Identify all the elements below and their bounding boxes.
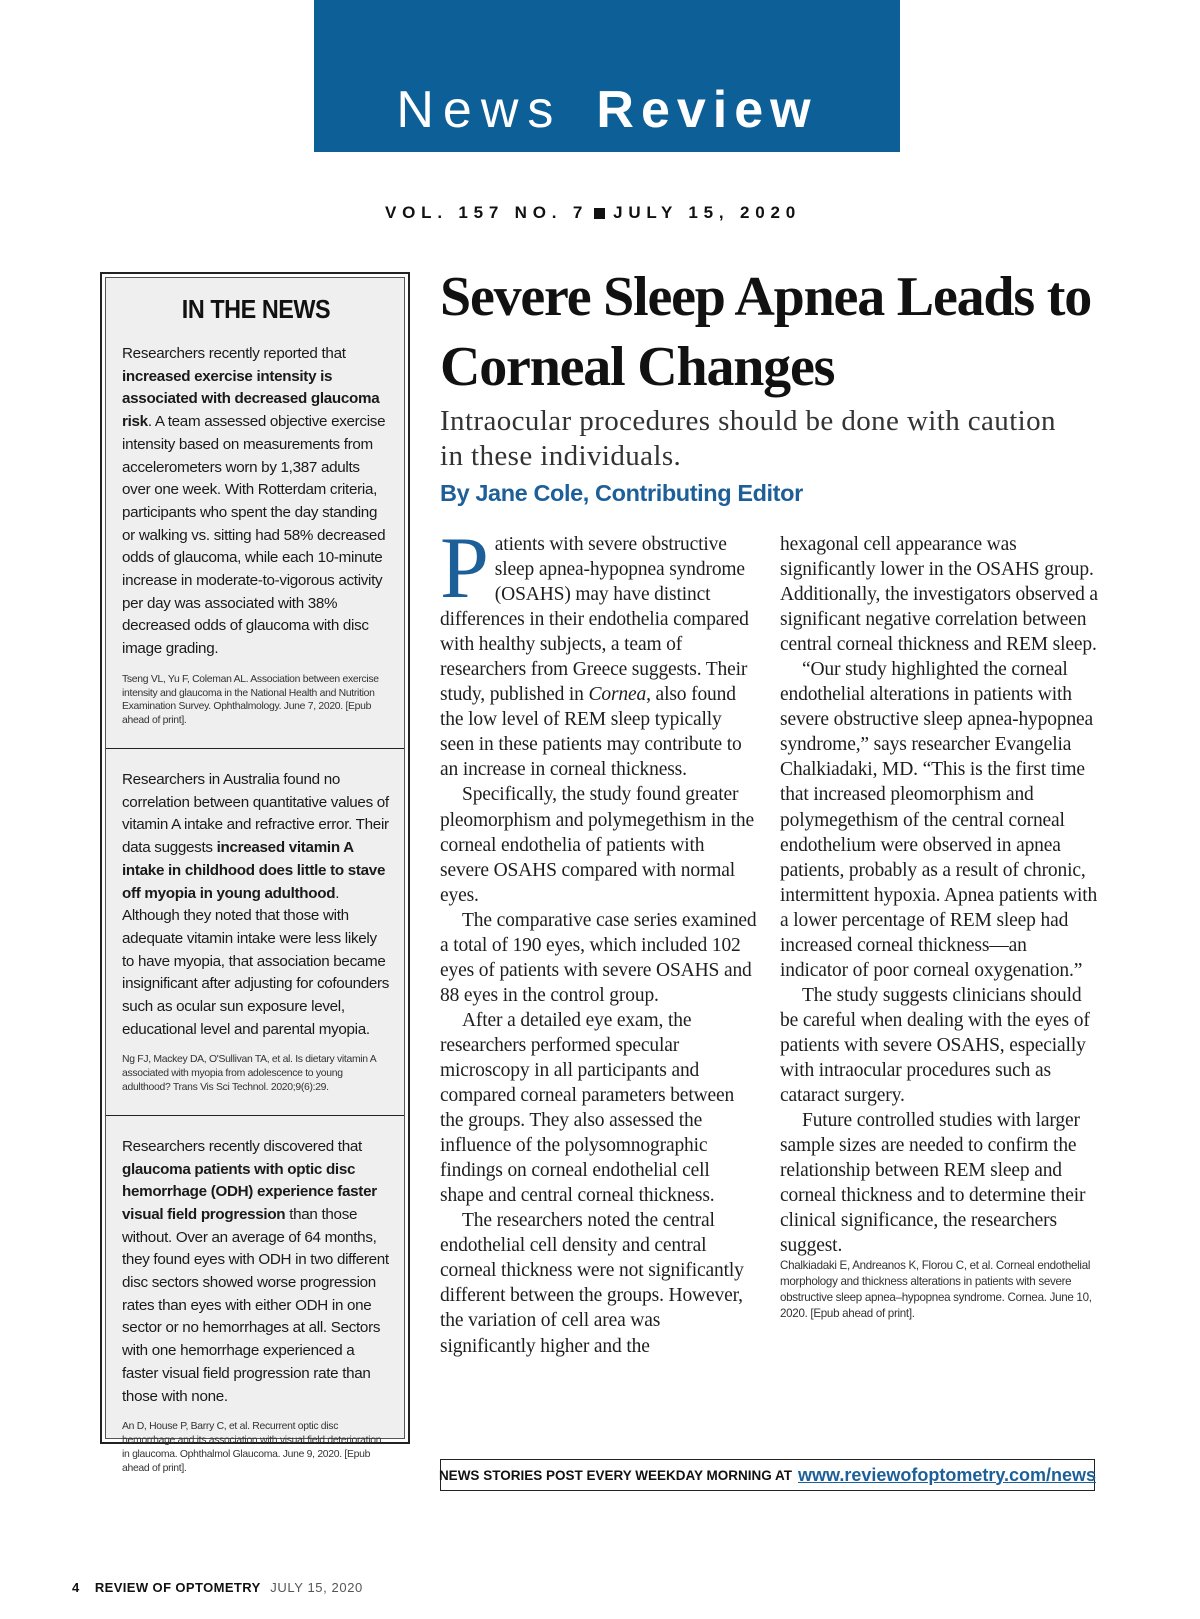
- paragraph-text: , also found the low level of REM sleep typically seen in these patients may contribute to an increase in corneal thickness.: [440, 684, 742, 781]
- article-byline: By Jane Cole, Contributing Editor: [440, 480, 803, 506]
- banner-review-word: Review: [596, 81, 818, 139]
- news-item-text-post: . A team assessed objective exercise intensity based on measurements from accelerometers worn by 1,387 adults over one week. With Rotterdam criteria, participants who spent the day standing or walking vs. sitting had 58% decreased odds of glaucoma, while each 10-minute increase in moderate-to-vigorous activity per day was associated with 38% decreased odds of glaucoma with disc image grading.: [122, 413, 386, 658]
- news-item-highlight: increased exercise intensity is associated with decreased glaucoma risk: [122, 367, 380, 431]
- article-paragraph: The researchers noted the central endothelial cell density and central corneal thickness were not significantly different between the groups. However, the variation of cell area was significantly higher and the: [440, 1210, 744, 1357]
- page-number: 4: [72, 1580, 80, 1595]
- article-column-2: [780, 532, 1098, 1322]
- news-item-text-pre: Researchers recently discovered that: [122, 1137, 362, 1155]
- news-item-citation: Ng FJ, Mackey DA, O'Sullivan TA, et al. Is dietary vitamin A associated with myopia from adolescence to young adulthood? Trans Vis Sci Technol. 2020;9(6):29.: [122, 1054, 376, 1094]
- journal-name: Cornea: [588, 684, 647, 706]
- sidebar-divider: [106, 1115, 404, 1116]
- article-paragraph: Specifically, the study found greater pleomorphism and polymegethism in the corneal endothelia of patients with severe OSAHS compared with normal eyes.: [440, 784, 754, 906]
- article-deck: Intraocular procedures should be done with caution in these individuals.: [440, 405, 1056, 472]
- footer-date: JULY 15, 2020: [270, 1580, 363, 1595]
- drop-cap: P: [440, 520, 489, 617]
- article-paragraph: Future controlled studies with larger sample sizes are needed to confirm the relationship between REM sleep and corneal thickness and to determine their clinical significance, the researchers suggest.: [780, 1110, 1086, 1257]
- sidebar-title: IN THE NEWS: [181, 294, 331, 324]
- news-item-highlight: glaucoma patients with optic disc hemorrhage (ODH) experience faster visual field progression: [122, 1160, 377, 1223]
- page-footer: [72, 1580, 363, 1595]
- issue-volume: VOL. 157 NO. 7: [385, 203, 589, 222]
- news-item-exercise: [122, 343, 390, 661]
- news-item-text-post: than those without. Over an average of 64 months, they found eyes with ODH in two different disc sectors showed worse progression rates than eyes with either ODH in one sector or no hemorrhages at all. Sectors with one hemorrhage experienced a faster visual field progression rate than those with none.: [122, 1205, 389, 1405]
- issue-line: [385, 203, 815, 223]
- article-paragraph: [440, 520, 758, 782]
- article-paragraph: The comparative case series examined a total of 190 eyes, which included 102 eyes of patients with severe OSAHS and 88 eyes in the control group.: [440, 909, 757, 1006]
- news-promo-box: [440, 1459, 1095, 1491]
- banner-news-word: News: [396, 81, 563, 139]
- article-paragraph: After a detailed eye exam, the researchers performed specular microscopy in all participants and compared corneal parameters between the groups. They also assessed the influence of the polysomnographic findings on corneal endothelial cell shape and central corneal thickness.: [440, 1009, 735, 1207]
- sidebar-panel: [105, 277, 405, 1474]
- paragraph-text: atients with severe obstructive sleep apnea-hypopnea syndrome (OSAHS) may have distinct differences in their endothelia compared with healthy subjects, a team of researchers from Greece suggests. Their study, published in: [440, 534, 749, 706]
- article-citation: Chalkiadaki E, Andreanos K, Florou C, et al. Corneal endothelial morphology and thickness alterations in patients with severe obstructive sleep apnea–hypopnea syndrome. Cornea. June 10, 2020. [Epub ahead of print].: [780, 1259, 1092, 1321]
- magazine-name: REVIEW OF OPTOMETRY: [94, 1580, 261, 1595]
- news-item-odh: [122, 1136, 390, 1408]
- article-column-1: [440, 520, 758, 1359]
- issue-date: JULY 15, 2020: [613, 203, 801, 222]
- news-item-text-post: . Although they noted that those with adequate vitamin intake were less likely to have myopia, that association became insignificant after adjusting for cofounders such as ocular sun exposure level, educational level and parental myopia.: [122, 884, 390, 1038]
- news-item-text-pre: Researchers recently reported that: [122, 345, 346, 362]
- article-paragraph: The study suggests clinicians should be careful when dealing with the eyes of patients with severe OSAHS, especially with intraocular procedures such as cataract surgery.: [780, 984, 1090, 1107]
- square-separator-icon: [594, 208, 605, 219]
- article-paragraph: “Our study highlighted the corneal endothelial alterations in patients with severe obstructive sleep apnea-hypopnea syndrome,” says researcher Evangelia Chalkiadaki, MD. “This is the first time that increased pleomorphism and polymegethism of the central corneal endothelium were observed in apnea patients, probably as a result of chronic, intermittent hypoxia. Apnea patients with a lower percentage of REM sleep had increased corneal thickness—an indicator of poor corneal oxygenation.”: [780, 659, 1098, 981]
- news-item-vitamin-a: [122, 769, 390, 1041]
- news-item-citation: An D, House P, Barry C, et al. Recurrent optic disc hemorrhage and its association with visual field deterioration in glaucoma. Ophthalmol Glaucoma. June 9, 2020. [Epub ahead of print].: [122, 1421, 382, 1474]
- news-website-link[interactable]: www.reviewofoptometry.com/news: [798, 1464, 1097, 1485]
- news-item-citation: Tseng VL, Yu F, Coleman AL. Association between exercise intensity and glaucoma in the National Health and Nutrition Examination Survey. Ophthalmology. June 7, 2020. [Epub ahead of print].: [122, 673, 379, 727]
- news-item-highlight: increased vitamin A intake in childhood does little to stave off myopia in young adulthood: [122, 839, 386, 902]
- article-headline: Severe Sleep Apnea Leads to Corneal Changes: [440, 266, 1092, 398]
- in-the-news-sidebar: [100, 272, 410, 1474]
- promo-text: NEWS STORIES POST EVERY WEEKDAY MORNING AT: [438, 1467, 792, 1483]
- article-paragraph-continued: hexagonal cell appearance was significantly lower in the OSAHS group. Additionally, the investigators observed a significant negative correlation between central corneal thickness and REM sleep.: [780, 534, 1098, 656]
- sidebar-divider: [106, 748, 404, 749]
- section-banner: [314, 0, 900, 152]
- news-item-text-pre: Researchers in Australia found no correlation between quantitative values of vitamin A intake and refractive error. Their data suggests: [122, 771, 389, 857]
